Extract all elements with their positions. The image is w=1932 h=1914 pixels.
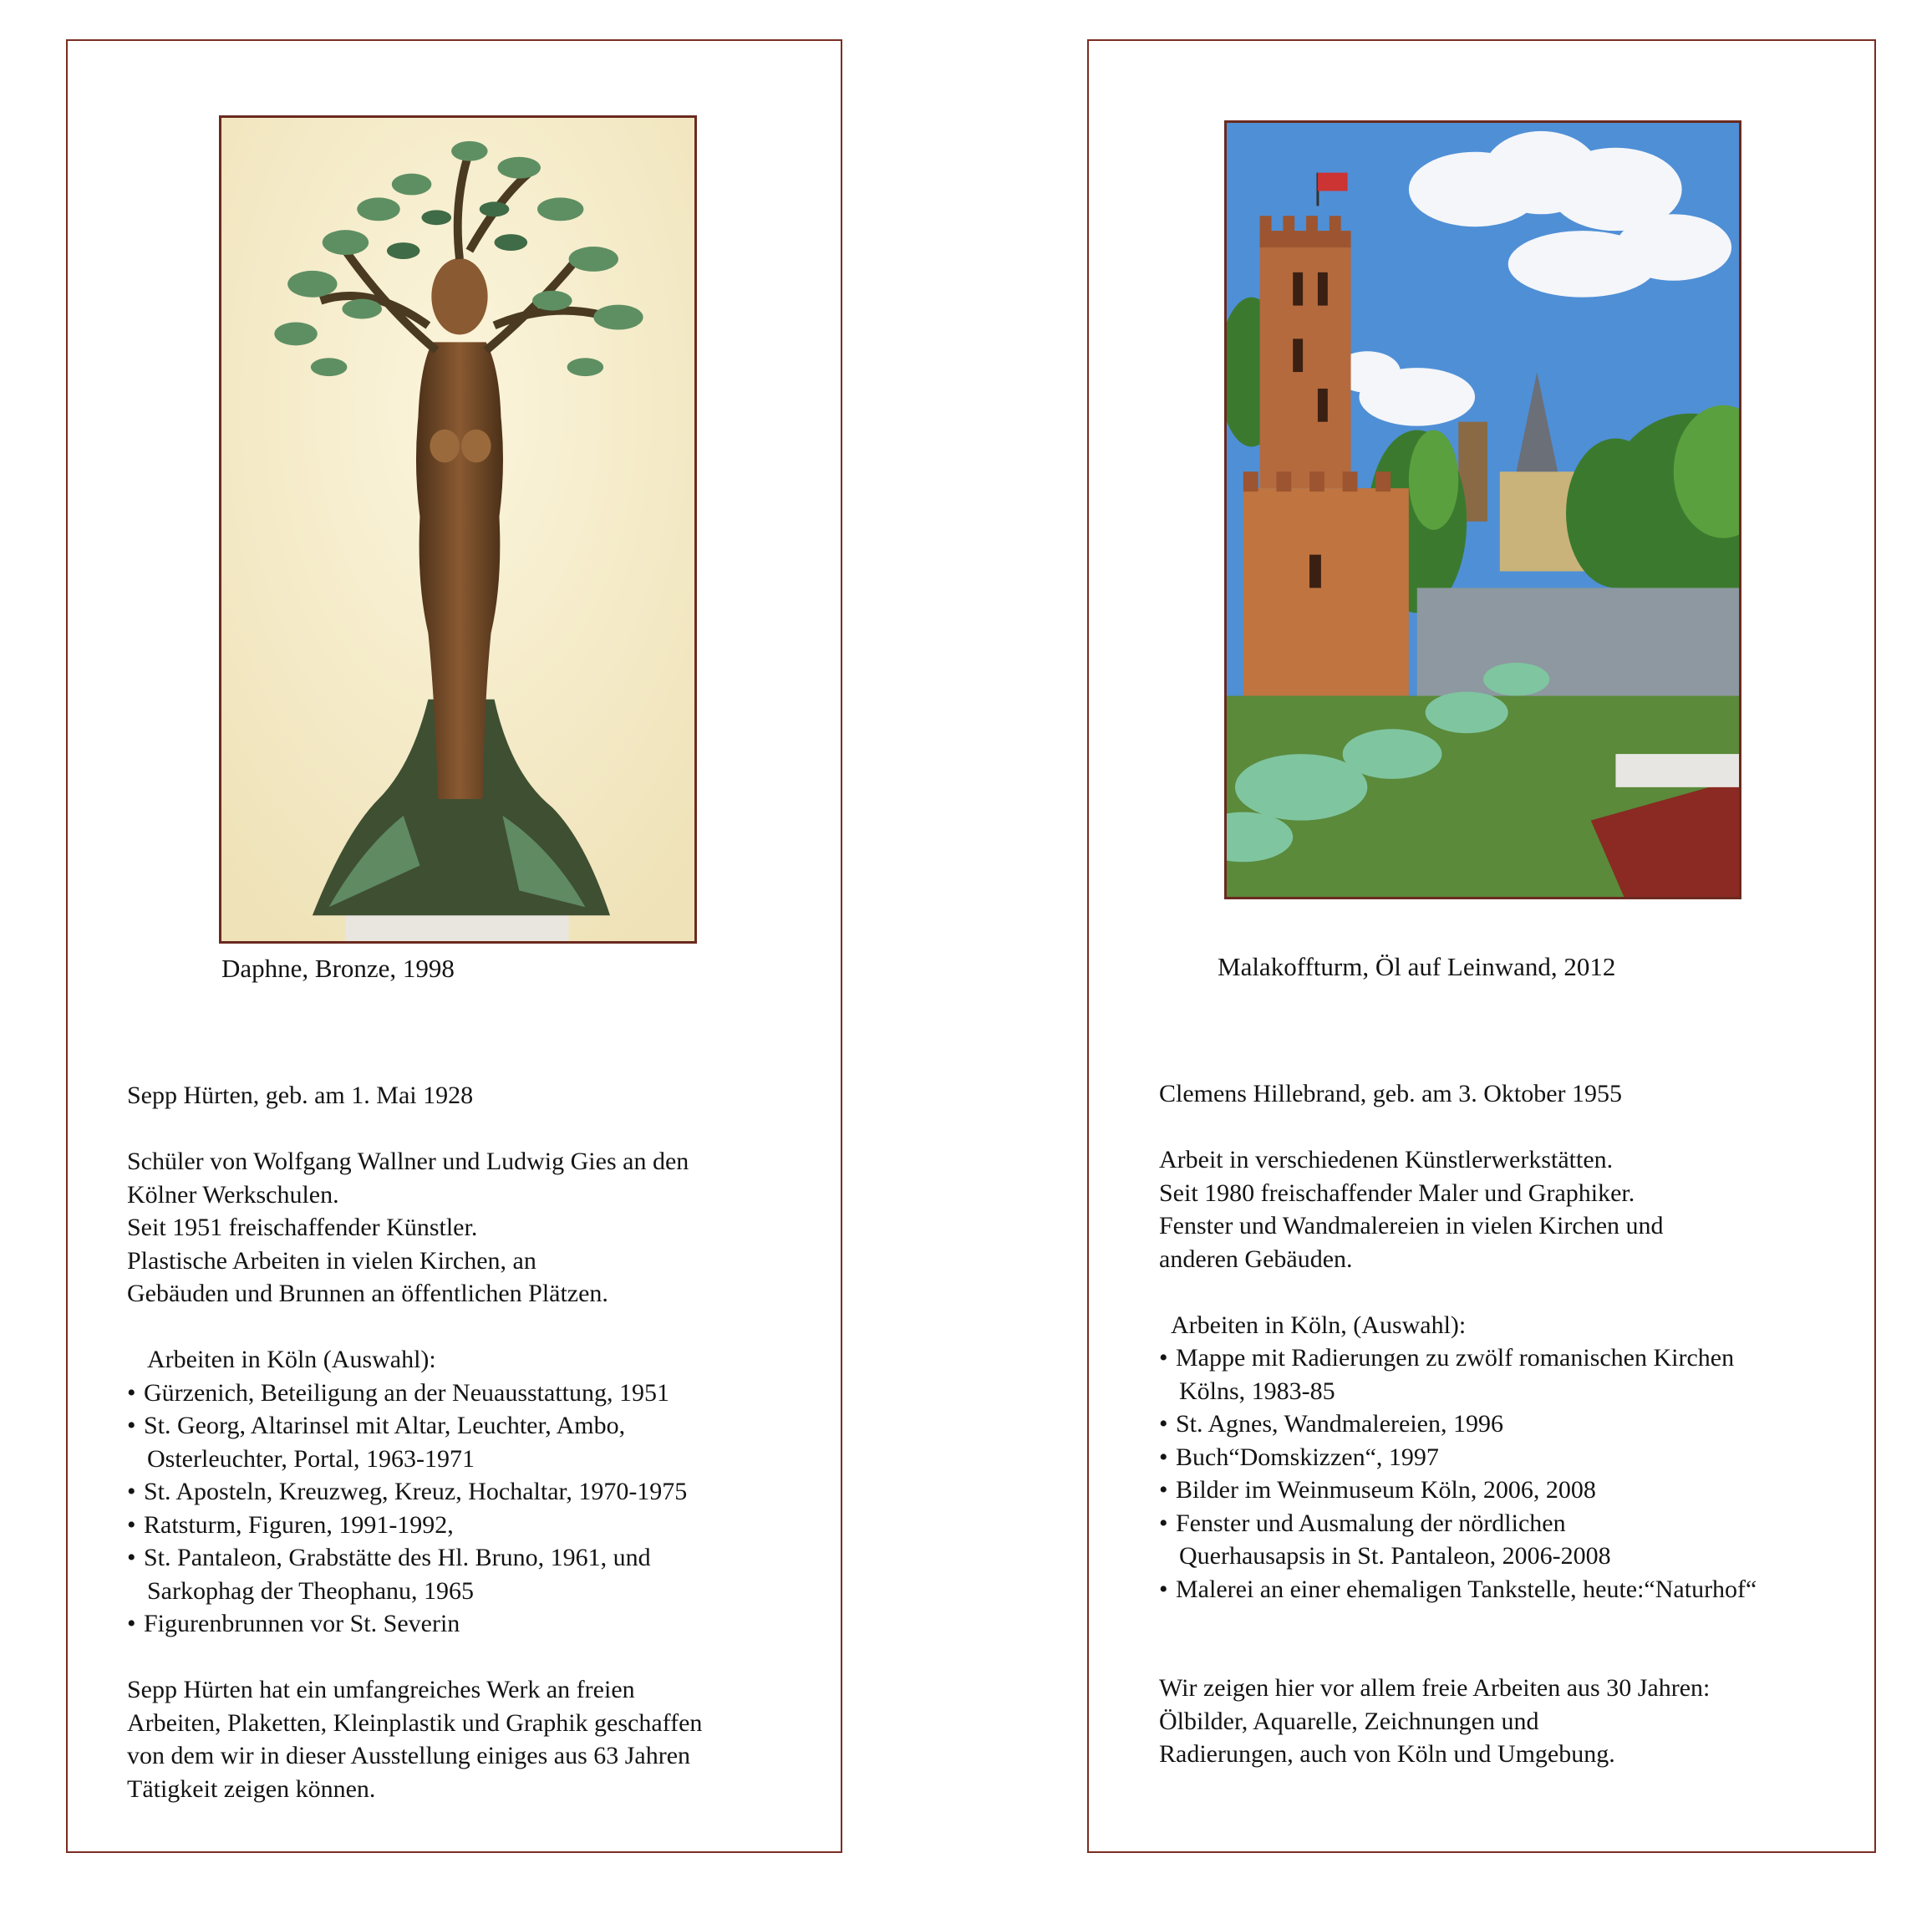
list-item: • Gürzenich, Beteiligung an der Neuausstattung, 1951 xyxy=(127,1378,670,1407)
painting-caption: Malakoffturm, Öl auf Leinwand, 2012 xyxy=(1218,952,1616,981)
list-item: • Buch“Domskizzen“, 1997 xyxy=(1159,1443,1439,1471)
right-panel xyxy=(1087,39,1876,1853)
list-item: • Mappe mit Radierungen zu zwölf romanischen Kirchen Kölns, 1983-85 xyxy=(1159,1344,1735,1405)
bio-line: Gebäuden und Brunnen an öffentlichen Plätzen. xyxy=(127,1280,608,1307)
closing-line: Sepp Hürten hat ein umfangreiches Werk an freien xyxy=(127,1676,635,1703)
right-text xyxy=(1159,1077,1757,1771)
works-heading: Arbeiten in Köln, (Auswahl): xyxy=(1171,1311,1467,1339)
list-item: • Figurenbrunnen vor St. Severin xyxy=(127,1610,460,1637)
daphne-sculpture-image xyxy=(221,118,694,941)
list-item: • St. Agnes, Wandmalereien, 1996 xyxy=(1159,1410,1503,1438)
left-text xyxy=(127,1079,702,1805)
left-panel xyxy=(66,39,842,1853)
bio-line: Seit 1951 freischaffender Künstler. xyxy=(127,1214,478,1241)
bio-line: Plastische Arbeiten in vielen Kirchen, an xyxy=(127,1246,536,1275)
malakoffturm-painting xyxy=(1224,120,1741,899)
closing-line: Tätigkeit zeigen können. xyxy=(127,1774,376,1803)
list-item: • St. Pantaleon, Grabstätte des Hl. Bruno, 1961, und Sarkophag der Theophanu, 1965 xyxy=(127,1544,651,1605)
closing-line: Ölbilder, Aquarelle, Zeichnungen und xyxy=(1159,1707,1539,1735)
bio-line: Schüler von Wolfgang Wallner und Ludwig Gies an den xyxy=(127,1148,689,1175)
works-list xyxy=(1159,1341,1757,1606)
bio-line: Fenster und Wandmalereien in vielen Kirchen und xyxy=(1159,1212,1664,1240)
list-item: • Ratsturm, Figuren, 1991-1992, xyxy=(127,1510,454,1539)
closing-line: Wir zeigen hier vor allem freie Arbeiten aus 30 Jahren: xyxy=(1159,1674,1711,1702)
closing-line: Radierungen, auch von Köln und Umgebung. xyxy=(1159,1740,1615,1768)
artist-line: Sepp Hürten, geb. am 1. Mai 1928 xyxy=(127,1082,474,1109)
works-list xyxy=(127,1377,702,1641)
works-heading: Arbeiten in Köln (Auswahl): xyxy=(147,1346,436,1373)
sculpture-caption: Daphne, Bronze, 1998 xyxy=(221,954,455,983)
list-item: • Bilder im Weinmuseum Köln, 2006, 2008 xyxy=(1159,1476,1596,1504)
malakoffturm-painting-image xyxy=(1227,123,1739,897)
bio-line: Kölner Werkschulen. xyxy=(127,1180,339,1209)
bio-line: Seit 1980 freischaffender Maler und Graphiker. xyxy=(1159,1178,1635,1207)
bio-line: Arbeit in verschiedenen Künstlerwerkstätten. xyxy=(1159,1146,1614,1173)
list-item: • Fenster und Ausmalung der nördlichen Querhausapsis in St. Pantaleon, 2006-2008 xyxy=(1159,1509,1611,1570)
closing-line: Arbeiten, Plaketten, Kleinplastik und Graphik geschaffen xyxy=(127,1708,703,1737)
list-item: • St. Georg, Altarinsel mit Altar, Leuchter, Ambo, Osterleuchter, Portal, 1963-1971 xyxy=(127,1412,626,1473)
bio-line: anderen Gebäuden. xyxy=(1159,1245,1353,1273)
artist-line: Clemens Hillebrand, geb. am 3. Oktober 1955 xyxy=(1159,1080,1623,1107)
closing-line: von dem wir in dieser Ausstellung einiges aus 63 Jahren xyxy=(127,1742,691,1769)
list-item: • St. Aposteln, Kreuzweg, Kreuz, Hochaltar, 1970-1975 xyxy=(127,1478,688,1505)
list-item: • Malerei an einer ehemaligen Tankstelle, heute:“Naturhof“ xyxy=(1159,1575,1757,1603)
daphne-sculpture-photo xyxy=(219,115,697,944)
